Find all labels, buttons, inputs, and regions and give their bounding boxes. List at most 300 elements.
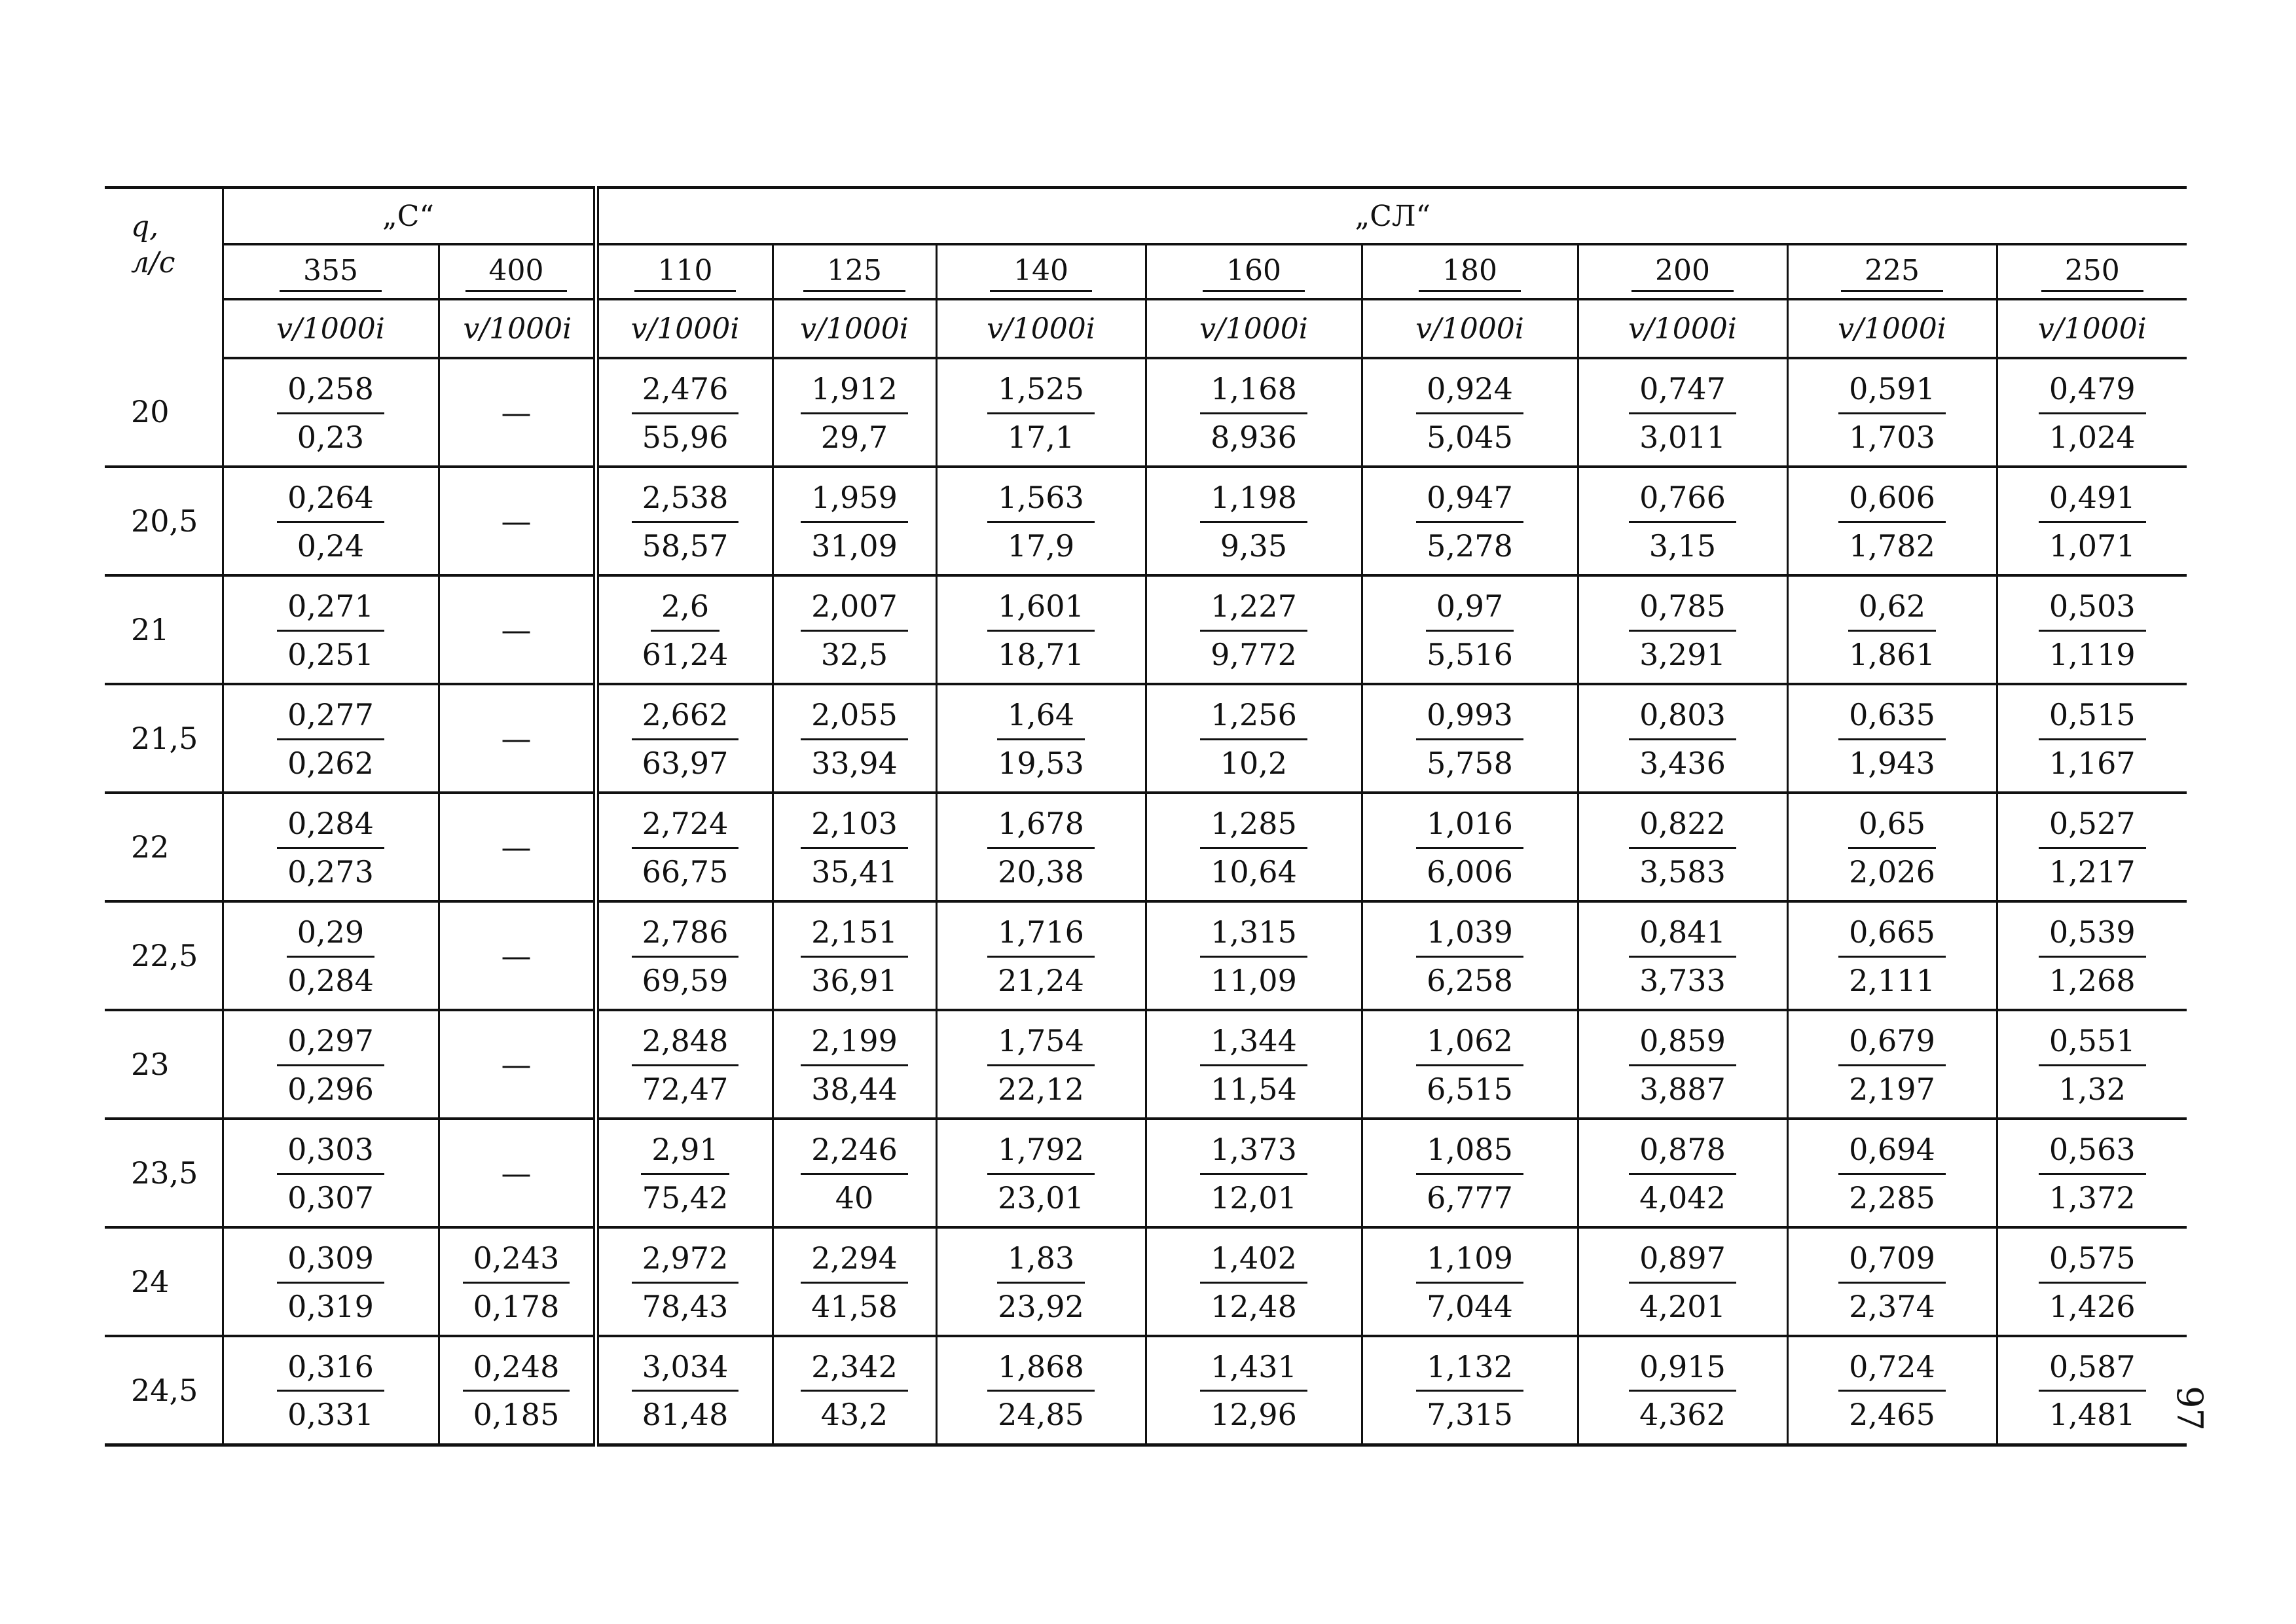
headloss-value: 0,273: [287, 854, 374, 890]
velocity-value: 1,959: [801, 481, 908, 523]
table-cell: [1146, 793, 1362, 901]
velocity-value: 1,431: [1200, 1350, 1307, 1392]
velocity-value: 2,848: [632, 1024, 739, 1066]
q-column-header: [105, 188, 223, 359]
velocity-value: 0,277: [277, 698, 384, 740]
velocity-value: 0,841: [1629, 916, 1736, 958]
unit-header: [596, 299, 773, 358]
velocity-headloss-fraction: [1416, 807, 1523, 888]
velocity-headloss-fraction: [1200, 1024, 1307, 1106]
velocity-value: 2,662: [632, 698, 739, 740]
table-cell: [1787, 358, 1997, 467]
headloss-value: 12,96: [1211, 1397, 1297, 1433]
headloss-value: 4,042: [1639, 1180, 1726, 1216]
unit-header: [1578, 299, 1787, 358]
velocity-value: 0,575: [2039, 1242, 2146, 1284]
table-cell: [1578, 467, 1787, 575]
diameter-label: 140: [990, 251, 1092, 292]
headloss-value: 33,94: [811, 745, 898, 781]
table-cell: [223, 575, 439, 684]
empty-dash: —: [501, 721, 532, 756]
headloss-value: 1,703: [1849, 419, 1935, 455]
table-cell: [439, 467, 596, 575]
flow-rate-cell: 20,5: [105, 467, 223, 575]
velocity-headloss-fraction: [1416, 698, 1523, 780]
velocity-value: 1,402: [1200, 1242, 1307, 1284]
velocity-headloss-fraction: [987, 1133, 1095, 1214]
velocity-headloss-fraction: [1838, 590, 1946, 671]
headloss-value: 5,758: [1427, 745, 1513, 781]
velocity-headloss-fraction: [1838, 807, 1946, 888]
velocity-headloss-fraction: [987, 1350, 1095, 1432]
headloss-value: 4,362: [1639, 1397, 1726, 1433]
flow-rate-cell: 22: [105, 793, 223, 901]
table-cell: [223, 1119, 439, 1227]
headloss-value: 0,319: [287, 1288, 374, 1324]
velocity-value: 0,309: [277, 1242, 384, 1284]
headloss-value: 10,2: [1220, 745, 1288, 781]
velocity-value: 1,109: [1416, 1242, 1523, 1284]
velocity-headloss-fraction: [277, 1242, 384, 1323]
table-cell: [1146, 901, 1362, 1010]
q-label: q,: [131, 210, 159, 244]
headloss-value: 10,64: [1211, 854, 1297, 890]
table-cell: [1997, 1336, 2187, 1445]
headloss-value: 6,006: [1427, 854, 1513, 890]
velocity-headloss-fraction: [1200, 372, 1307, 454]
flow-rate-cell: 21: [105, 575, 223, 684]
velocity-value: 1,83: [997, 1242, 1085, 1284]
headloss-value: 0,185: [473, 1397, 560, 1433]
table-cell: [439, 358, 596, 467]
table-row: [105, 1010, 2187, 1119]
headloss-value: 1,782: [1849, 528, 1935, 564]
table-cell: [223, 1227, 439, 1336]
table-cell: [223, 1336, 439, 1445]
table-cell: [223, 467, 439, 575]
table-cell: [596, 575, 773, 684]
velocity-headloss-fraction: [463, 1242, 570, 1323]
velocity-value: 1,062: [1416, 1024, 1523, 1066]
diameter-header: [1997, 244, 2187, 299]
empty-dash: —: [501, 612, 532, 647]
velocity-headloss-fraction: [2039, 698, 2146, 780]
table-cell: [223, 684, 439, 793]
velocity-headloss-fraction: [1629, 807, 1736, 888]
velocity-value: 1,716: [987, 916, 1095, 958]
velocity-value: 0,29: [287, 916, 374, 958]
velocity-value: 1,016: [1416, 807, 1523, 849]
velocity-headloss-fraction: [2039, 372, 2146, 454]
velocity-headloss-fraction: [1416, 1133, 1523, 1214]
table-row: [105, 358, 2187, 467]
velocity-headloss-fraction: [1838, 698, 1946, 780]
headloss-value: 18,71: [998, 636, 1084, 672]
headloss-value: 1,268: [2049, 962, 2136, 998]
empty-dash: —: [501, 1155, 532, 1191]
diameter-header: [1362, 244, 1578, 299]
table-cell: [936, 1010, 1146, 1119]
unit-header: [1362, 299, 1578, 358]
table-cell: [773, 1010, 936, 1119]
velocity-headloss-fraction: [277, 590, 384, 671]
page-number: 97: [2168, 1386, 2210, 1431]
table-cell: [1997, 793, 2187, 901]
velocity-headloss-fraction: [1629, 481, 1736, 562]
table-cell: [1578, 684, 1787, 793]
velocity-headloss-fraction: [1629, 372, 1736, 454]
headloss-value: 75,42: [642, 1180, 729, 1216]
headloss-value: 0,307: [287, 1180, 374, 1216]
headloss-value: 72,47: [642, 1071, 729, 1107]
headloss-value: 5,516: [1427, 636, 1513, 672]
headloss-value: 3,436: [1639, 745, 1726, 781]
velocity-headloss-fraction: [987, 590, 1095, 671]
velocity-value: 2,294: [801, 1242, 908, 1284]
headloss-value: 1,481: [2049, 1397, 2136, 1433]
headloss-value: 0,251: [287, 636, 374, 672]
table-cell: [773, 684, 936, 793]
table-cell: [1787, 901, 1997, 1010]
table-cell: [1146, 575, 1362, 684]
velocity-headloss-fraction: [2039, 807, 2146, 888]
velocity-headloss-fraction: [277, 916, 384, 997]
velocity-value: 1,792: [987, 1133, 1095, 1175]
table-cell: [1578, 901, 1787, 1010]
headloss-value: 31,09: [811, 528, 898, 564]
headloss-value: 6,515: [1427, 1071, 1513, 1107]
table-cell: [1362, 901, 1578, 1010]
headloss-value: 2,285: [1849, 1180, 1935, 1216]
headloss-value: 9,772: [1211, 636, 1297, 672]
unit-label: v/1000i: [800, 312, 909, 346]
table-cell: [439, 1010, 596, 1119]
headloss-value: 5,045: [1427, 419, 1513, 455]
headloss-value: 0,23: [297, 419, 365, 455]
headloss-value: 1,167: [2049, 745, 2136, 781]
velocity-headloss-fraction: [2039, 1133, 2146, 1214]
velocity-headloss-fraction: [1416, 916, 1523, 997]
headloss-value: 2,197: [1849, 1071, 1935, 1107]
velocity-value: 1,132: [1416, 1350, 1523, 1392]
table-cell: [1146, 358, 1362, 467]
table-cell: [1997, 1119, 2187, 1227]
unit-header-row: [105, 299, 2187, 358]
velocity-value: 0,551: [2039, 1024, 2146, 1066]
velocity-headloss-fraction: [1200, 1133, 1307, 1214]
table-cell: [1787, 575, 1997, 684]
velocity-headloss-fraction: [1200, 698, 1307, 780]
velocity-headloss-fraction: [801, 590, 908, 671]
table-cell: [1787, 684, 1997, 793]
velocity-headloss-fraction: [1629, 1024, 1736, 1106]
table-cell: [1787, 793, 1997, 901]
diameter-header: [1578, 244, 1787, 299]
velocity-value: 1,64: [997, 698, 1085, 740]
velocity-value: 0,62: [1848, 590, 1936, 632]
empty-dash: —: [501, 395, 532, 430]
table-cell: [936, 901, 1146, 1010]
headloss-value: 1,372: [2049, 1180, 2136, 1216]
headloss-value: 0,24: [297, 528, 365, 564]
velocity-headloss-fraction: [1416, 481, 1523, 562]
table-cell: [1578, 1227, 1787, 1336]
q-unit: л/с: [131, 246, 175, 280]
headloss-value: 63,97: [642, 745, 729, 781]
velocity-headloss-fraction: [1838, 481, 1946, 562]
diameter-label: 110: [634, 251, 737, 292]
table-cell: [1997, 467, 2187, 575]
table-cell: [596, 467, 773, 575]
velocity-value: 2,246: [801, 1133, 908, 1175]
velocity-value: 0,258: [277, 372, 384, 414]
table-cell: [1787, 1336, 1997, 1445]
headloss-value: 43,2: [820, 1397, 888, 1433]
table-cell: [936, 1119, 1146, 1227]
velocity-value: 0,271: [277, 590, 384, 632]
table-row: [105, 684, 2187, 793]
table-cell: [223, 358, 439, 467]
velocity-headloss-fraction: [277, 807, 384, 888]
velocity-headloss-fraction: [2039, 1350, 2146, 1432]
headloss-value: 11,54: [1211, 1071, 1297, 1107]
velocity-headloss-fraction: [801, 1350, 908, 1432]
diameter-label: 355: [280, 251, 382, 292]
headloss-value: 12,48: [1211, 1288, 1297, 1324]
headloss-value: 3,733: [1639, 962, 1726, 998]
velocity-headloss-fraction: [1200, 807, 1307, 888]
unit-header: [1146, 299, 1362, 358]
velocity-value: 3,034: [632, 1350, 739, 1392]
headloss-value: 40: [835, 1180, 874, 1216]
velocity-value: 0,491: [2039, 481, 2146, 523]
table-cell: [1997, 358, 2187, 467]
headloss-value: 17,9: [1007, 528, 1075, 564]
velocity-value: 1,868: [987, 1350, 1095, 1392]
table-cell: [1578, 575, 1787, 684]
velocity-headloss-fraction: [1416, 372, 1523, 454]
headloss-value: 2,465: [1849, 1397, 1935, 1433]
headloss-value: 3,887: [1639, 1071, 1726, 1107]
velocity-headloss-fraction: [801, 916, 908, 997]
velocity-headloss-fraction: [632, 1350, 739, 1432]
table-cell: [596, 901, 773, 1010]
velocity-value: 1,912: [801, 372, 908, 414]
unit-label: v/1000i: [2037, 312, 2147, 346]
velocity-headloss-fraction: [1200, 1242, 1307, 1323]
velocity-headloss-fraction: [1629, 916, 1736, 997]
velocity-headloss-fraction: [632, 807, 739, 888]
unit-label: v/1000i: [1199, 312, 1308, 346]
table-row: [105, 575, 2187, 684]
headloss-value: 9,35: [1220, 528, 1288, 564]
table-cell: [773, 575, 936, 684]
headloss-value: 32,5: [820, 636, 888, 672]
velocity-value: 2,538: [632, 481, 739, 523]
diameter-header: [773, 244, 936, 299]
table-cell: [1146, 467, 1362, 575]
velocity-value: 0,709: [1838, 1242, 1946, 1284]
velocity-headloss-fraction: [2039, 590, 2146, 671]
table-cell: [1362, 575, 1578, 684]
table-cell: [773, 901, 936, 1010]
velocity-headloss-fraction: [1416, 590, 1523, 671]
velocity-value: 0,97: [1426, 590, 1514, 632]
velocity-headloss-fraction: [1200, 590, 1307, 671]
velocity-headloss-fraction: [2039, 1242, 2146, 1323]
headloss-value: 5,278: [1427, 528, 1513, 564]
unit-label: v/1000i: [630, 312, 740, 346]
table-cell: [439, 1336, 596, 1445]
empty-dash: —: [501, 829, 532, 865]
table-row: [105, 1336, 2187, 1445]
headloss-value: 69,59: [642, 962, 729, 998]
table-cell: [1146, 1119, 1362, 1227]
table-cell: [596, 1336, 773, 1445]
table-cell: [596, 1119, 773, 1227]
table-cell: [936, 575, 1146, 684]
diameter-header: [223, 244, 439, 299]
velocity-headloss-fraction: [1838, 916, 1946, 997]
velocity-headloss-fraction: [801, 698, 908, 780]
table-cell: [1146, 1336, 1362, 1445]
table-cell: [596, 358, 773, 467]
velocity-value: 1,315: [1200, 916, 1307, 958]
headloss-value: 6,258: [1427, 962, 1513, 998]
headloss-value: 36,91: [811, 962, 898, 998]
headloss-value: 24,85: [998, 1397, 1084, 1433]
headloss-value: 66,75: [642, 854, 729, 890]
velocity-value: 0,563: [2039, 1133, 2146, 1175]
velocity-value: 1,285: [1200, 807, 1307, 849]
diameter-label: 125: [803, 251, 905, 292]
table-cell: [439, 1227, 596, 1336]
headloss-value: 12,01: [1211, 1180, 1297, 1216]
velocity-value: 1,563: [987, 481, 1095, 523]
velocity-value: 0,515: [2039, 698, 2146, 740]
flow-rate-cell: 24,5: [105, 1336, 223, 1445]
table-cell: [773, 793, 936, 901]
velocity-value: 0,264: [277, 481, 384, 523]
velocity-headloss-fraction: [1416, 1350, 1523, 1432]
velocity-headloss-fraction: [632, 1133, 739, 1214]
velocity-value: 0,665: [1838, 916, 1946, 958]
table-cell: [936, 684, 1146, 793]
unit-header: [439, 299, 596, 358]
group-header-s: „С“: [223, 188, 596, 245]
unit-header: [223, 299, 439, 358]
hydraulic-table: [105, 186, 2187, 1447]
velocity-value: 2,055: [801, 698, 908, 740]
table-cell: [1362, 1010, 1578, 1119]
diameter-label: 225: [1841, 251, 1943, 292]
velocity-headloss-fraction: [1629, 590, 1736, 671]
headloss-value: 3,291: [1639, 636, 1726, 672]
group-header-row: [105, 188, 2187, 245]
table-cell: [936, 793, 1146, 901]
table-cell: [596, 684, 773, 793]
table-cell: [773, 1227, 936, 1336]
velocity-headloss-fraction: [632, 1024, 739, 1106]
unit-label: v/1000i: [1628, 312, 1737, 346]
velocity-headloss-fraction: [1416, 1024, 1523, 1106]
table-cell: [1146, 684, 1362, 793]
velocity-headloss-fraction: [1629, 1133, 1736, 1214]
velocity-value: 2,007: [801, 590, 908, 632]
table-cell: [1362, 793, 1578, 901]
velocity-value: 1,227: [1200, 590, 1307, 632]
velocity-value: 2,972: [632, 1242, 739, 1284]
table-cell: [1362, 684, 1578, 793]
table-cell: [596, 793, 773, 901]
velocity-headloss-fraction: [987, 372, 1095, 454]
velocity-value: 0,822: [1629, 807, 1736, 849]
table-cell: [1146, 1227, 1362, 1336]
table-row: [105, 1119, 2187, 1227]
velocity-headloss-fraction: [632, 372, 739, 454]
diameter-header-row: [105, 244, 2187, 299]
table-cell: [773, 467, 936, 575]
diameter-label: 200: [1631, 251, 1734, 292]
diameter-label: 180: [1419, 251, 1521, 292]
unit-header: [773, 299, 936, 358]
velocity-value: 0,479: [2039, 372, 2146, 414]
velocity-headloss-fraction: [987, 1242, 1095, 1323]
flow-rate-cell: 23,5: [105, 1119, 223, 1227]
velocity-value: 0,503: [2039, 590, 2146, 632]
table-cell: [439, 1119, 596, 1227]
velocity-value: 0,915: [1629, 1350, 1736, 1392]
velocity-value: 0,803: [1629, 698, 1736, 740]
headloss-value: 2,111: [1849, 962, 1935, 998]
table-cell: [1578, 1336, 1787, 1445]
headloss-value: 17,1: [1007, 419, 1075, 455]
headloss-value: 7,315: [1427, 1397, 1513, 1433]
table-cell: [1997, 575, 2187, 684]
headloss-value: 4,201: [1639, 1288, 1726, 1324]
velocity-headloss-fraction: [987, 916, 1095, 997]
headloss-value: 11,09: [1211, 962, 1297, 998]
table-cell: [1362, 467, 1578, 575]
velocity-headloss-fraction: [987, 807, 1095, 888]
table-cell: [1997, 1010, 2187, 1119]
velocity-value: 0,859: [1629, 1024, 1736, 1066]
velocity-headloss-fraction: [1200, 481, 1307, 562]
table-cell: [596, 1227, 773, 1336]
velocity-headloss-fraction: [277, 698, 384, 780]
velocity-headloss-fraction: [801, 807, 908, 888]
velocity-value: 1,198: [1200, 481, 1307, 523]
headloss-value: 3,15: [1649, 528, 1717, 564]
headloss-value: 1,119: [2049, 636, 2136, 672]
headloss-value: 3,011: [1639, 419, 1726, 455]
velocity-value: 1,754: [987, 1024, 1095, 1066]
velocity-headloss-fraction: [1838, 1350, 1946, 1432]
headloss-value: 21,24: [998, 962, 1084, 998]
table-cell: [1787, 1010, 1997, 1119]
headloss-value: 0,296: [287, 1071, 374, 1107]
hydraulic-table-sheet: [105, 186, 2187, 1447]
table-cell: [439, 575, 596, 684]
headloss-value: 0,284: [287, 962, 374, 998]
headloss-value: 35,41: [811, 854, 898, 890]
headloss-value: 0,178: [473, 1288, 560, 1324]
velocity-value: 0,591: [1838, 372, 1946, 414]
velocity-headloss-fraction: [801, 1024, 908, 1106]
table-cell: [936, 467, 1146, 575]
velocity-value: 0,694: [1838, 1133, 1946, 1175]
headloss-value: 22,12: [998, 1071, 1084, 1107]
